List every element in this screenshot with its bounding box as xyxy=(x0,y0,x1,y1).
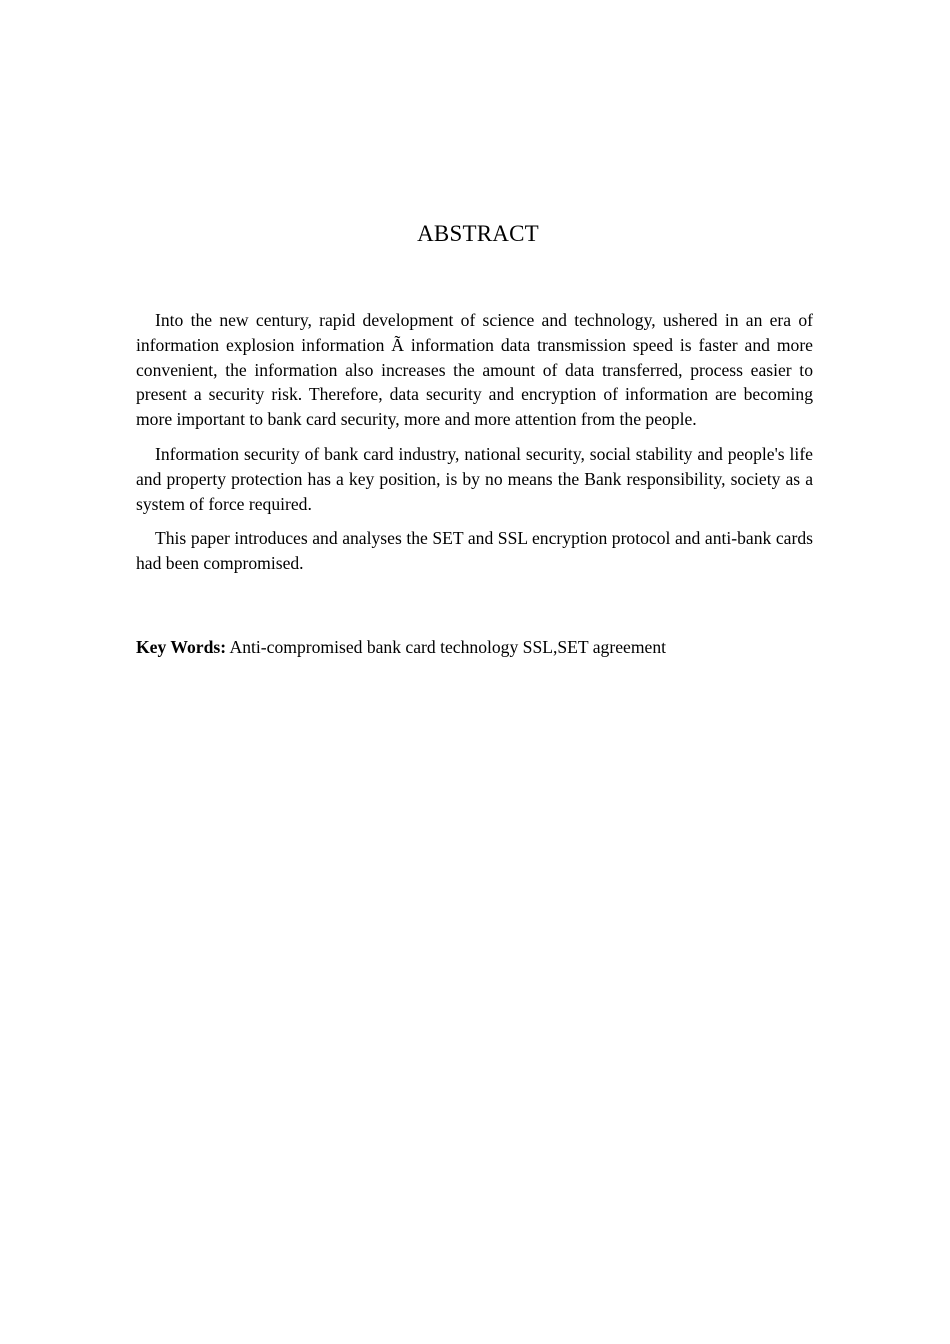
page-title: ABSTRACT xyxy=(417,221,539,246)
abstract-body xyxy=(136,308,813,586)
abstract-paragraph-3: This paper introduces and analyses the SET and SSL encryption protocol and anti-bank cards had been compromised. xyxy=(136,528,813,574)
keywords-text: Anti-compromised bank card technology SSL,SET agreement xyxy=(226,637,667,657)
abstract-paragraph-1: Into the new century, rapid development of science and technology, ushered in an era of information explosion information Ã information data transmission speed is faster and more convenient, the information also increases the amount of data transferred, process easier to present a security risk. Therefore, data security and encryption of information are becoming more important to bank card security, more and more attention from the people. xyxy=(136,310,813,430)
keywords-line xyxy=(136,635,813,660)
abstract-paragraph-2: Information security of bank card industry, national security, social stability and people's life and property protection has a key position, is by no means the Bank responsibility, society as a system of force required. xyxy=(136,443,813,514)
keywords-label: Key Words: xyxy=(136,637,227,657)
